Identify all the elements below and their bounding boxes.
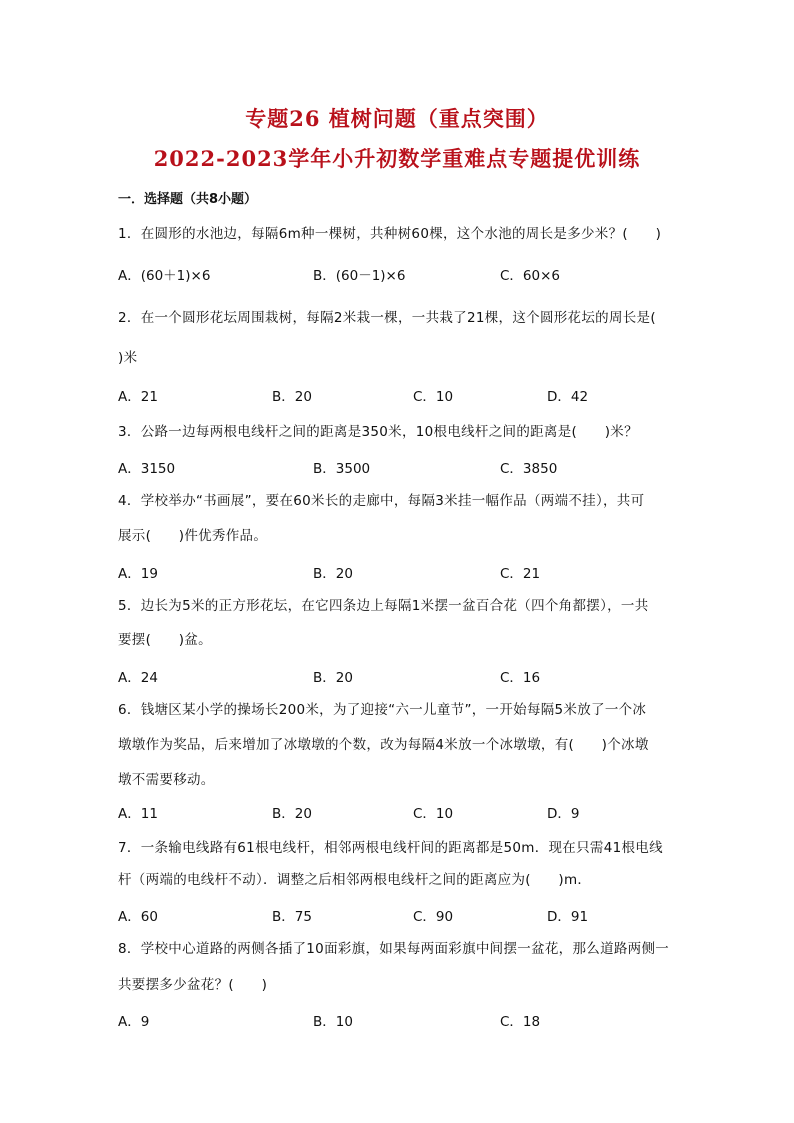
question-8-option-a: A．9 xyxy=(118,1014,150,1030)
page-title: 专题26 植树问题（重点突围） xyxy=(245,106,549,131)
question-2-option-b: B．20 xyxy=(272,389,312,405)
question-1-option-b: B．(60－1)×6 xyxy=(313,268,406,284)
question-6-option-d: D．9 xyxy=(547,806,580,822)
question-2-text-line-2: )米 xyxy=(118,350,138,366)
question-3-text: 3．公路一边每两根电线杆之间的距离是350米，10根电线杆之间的距离是( )米？ xyxy=(118,424,638,440)
question-4-option-b: B．20 xyxy=(313,566,353,582)
question-8-text-line-2: 共要摆多少盆花？( ) xyxy=(118,977,268,993)
question-2-option-d: D．42 xyxy=(547,389,589,405)
question-4-option-a: A．19 xyxy=(118,566,158,582)
page-subtitle: 2022-2023学年小升初数学重难点专题提优训练 xyxy=(153,146,641,171)
question-6-option-a: A．11 xyxy=(118,806,158,822)
question-3-option-a: A．3150 xyxy=(118,461,176,477)
question-8-option-c: C．18 xyxy=(500,1014,541,1030)
question-2-option-c: C．10 xyxy=(413,389,454,405)
question-5-option-b: B．20 xyxy=(313,670,353,686)
question-6-option-b: B．20 xyxy=(272,806,312,822)
question-4-text-line-1: 4．学校举办“书画展”，要在60米长的走廊中，每隔3米挂一幅作品（两端不挂），共可 xyxy=(118,493,645,509)
question-5-text-line-1: 5．边长为5米的正方形花坛，在它四条边上每隔1米摆一盆百合花（四个角都摆），一共 xyxy=(118,598,649,614)
question-6-text-line-1: 6．钱塘区某小学的操场长200米，为了迎接“六一儿童节”，一开始每隔5米放了一个冰 xyxy=(118,702,647,718)
question-5-option-a: A．24 xyxy=(118,670,158,686)
question-1-option-a: A．(60＋1)×6 xyxy=(118,268,211,284)
question-1-option-c: C．60×6 xyxy=(500,268,561,284)
question-3-option-b: B．3500 xyxy=(313,461,371,477)
question-2-text-line-1: 2．在一个圆形花坛周围栽树，每隔2米栽一棵，一共栽了21棵，这个圆形花坛的周长是( xyxy=(118,310,656,326)
question-7-option-d: D．91 xyxy=(547,909,589,925)
question-1-text: 1．在圆形的水池边，每隔6m种一棵树，共种树60棵，这个水池的周长是多少米？( ) xyxy=(118,226,662,242)
question-8-option-b: B．10 xyxy=(313,1014,353,1030)
section-heading: 一．选择题（共8小题） xyxy=(118,192,258,207)
question-2-option-a: A．21 xyxy=(118,389,158,405)
question-7-option-a: A．60 xyxy=(118,909,158,925)
question-4-option-c: C．21 xyxy=(500,566,541,582)
question-3-option-c: C．3850 xyxy=(500,461,558,477)
question-4-text-line-2: 展示( )件优秀作品。 xyxy=(118,528,268,544)
question-5-text-line-2: 要摆( )盆。 xyxy=(118,632,212,648)
question-6-text-line-3: 墩不需要移动。 xyxy=(118,772,215,788)
question-6-text-line-2: 墩墩作为奖品，后来增加了冰墩墩的个数，改为每隔4米放一个冰墩墩，有( )个冰墩 xyxy=(118,737,649,753)
question-7-text-line-1: 7．一条输电线路有61根电线杆，相邻两根电线杆间的距离都是50m．现在只需41根电线 xyxy=(118,840,663,856)
question-7-option-b: B．75 xyxy=(272,909,312,925)
question-5-option-c: C．16 xyxy=(500,670,541,686)
question-7-option-c: C．90 xyxy=(413,909,454,925)
question-6-option-c: C．10 xyxy=(413,806,454,822)
question-8-text-line-1: 8．学校中心道路的两侧各插了10面彩旗，如果每两面彩旗中间摆一盆花，那么道路两侧一 xyxy=(118,941,670,957)
question-7-text-line-2: 杆（两端的电线杆不动）．调整之后相邻两根电线杆之间的距离应为( )m． xyxy=(118,872,592,888)
